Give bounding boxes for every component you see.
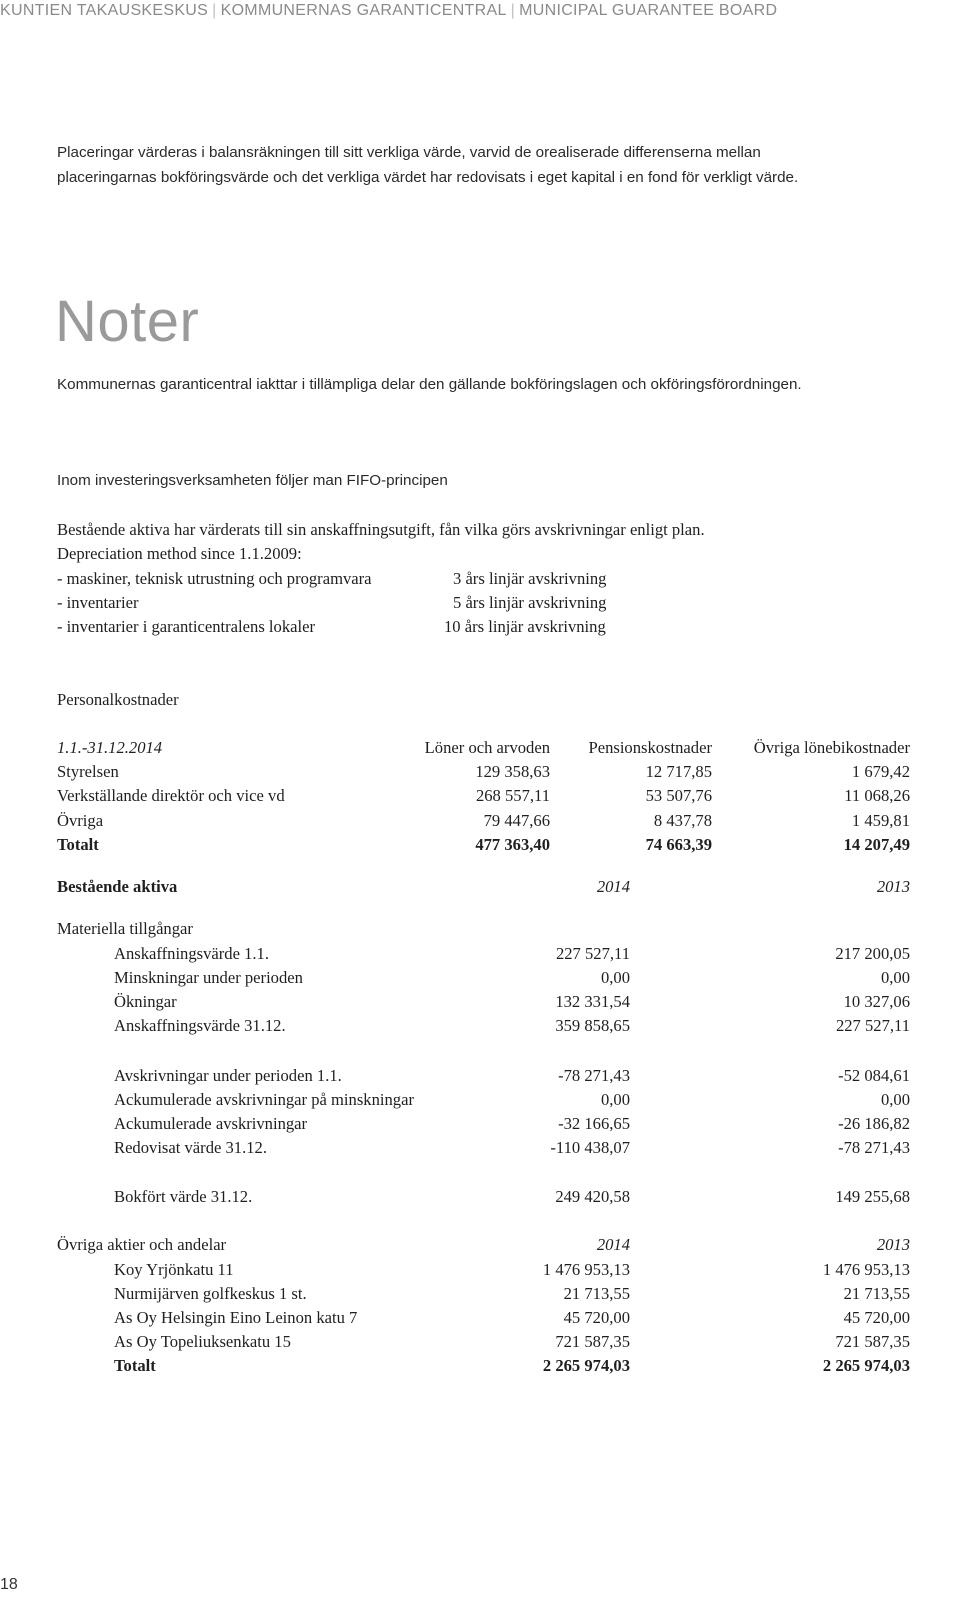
table-row-label: As Oy Helsingin Eino Leinon katu 7	[114, 1308, 358, 1327]
table-cell: 132 331,54	[555, 992, 630, 1011]
table-row-label: Ackumulerade avskrivningar	[114, 1114, 308, 1133]
table-cell: 45 720,00	[563, 1308, 630, 1327]
table-row-label: Styrelsen	[57, 762, 119, 781]
fixed-assets-subheading: Materiella tillgångar	[57, 919, 193, 938]
table-row-label: Anskaffningsvärde 31.12.	[114, 1016, 286, 1035]
table-cell: 129 358,63	[475, 762, 550, 781]
table-row-label: Övriga	[57, 811, 104, 830]
header-part-2: KOMMUNERNAS GARANTICENTRAL	[220, 2, 507, 19]
table-cell: 268 557,11	[475, 786, 550, 805]
column-header: Pensionskostnader	[588, 738, 712, 757]
table-row-label: Koy Yrjönkatu 11	[114, 1260, 234, 1279]
header-part-1: KUNTIEN TAKAUSKESKUS	[0, 2, 209, 19]
depreciation-item-label: - inventarier i garanticentralens lokaler	[57, 617, 315, 636]
column-header: Löner och arvoden	[424, 738, 550, 757]
table-cell: 149 255,68	[835, 1187, 910, 1206]
table-cell: -110 438,07	[550, 1138, 630, 1157]
table-row-label: Redovisat värde 31.12.	[114, 1138, 267, 1157]
placement-line-1: Placeringar värderas i balansräkningen till sitt verkliga värde, varvid de orealiserade differenserna mellan	[57, 144, 761, 161]
placement-line-3: Inom investeringsverksamheten följer man FIFO-principen	[57, 472, 448, 489]
column-header: Övriga lönebikostnader	[753, 738, 910, 757]
page-title: Noter	[55, 289, 200, 354]
depreciation-line-1: Bestående aktiva har värderats till sin anskaffningsutgift, fån vilka görs avskrivningar enligt plan.	[57, 520, 705, 539]
table-cell: 1 679,42	[851, 762, 910, 781]
table-row-label: Ackumulerade avskrivningar på minskningar	[114, 1090, 414, 1109]
depreciation-item-value: 10 års linjär avskrivning	[444, 617, 606, 636]
table-row-label: Avskrivningar under perioden 1.1.	[114, 1066, 342, 1085]
depreciation-item-value: 5 års linjär avskrivning	[453, 593, 607, 612]
table-row-label: Anskaffningsvärde 1.1.	[114, 944, 269, 963]
table-cell: 2 265 974,03	[822, 1356, 910, 1375]
personnel-period: 1.1.-31.12.2014	[57, 738, 163, 757]
table-row-label: Nurmijärven golfkeskus 1 st.	[114, 1284, 307, 1303]
depreciation-item-label: - inventarier	[57, 593, 139, 612]
table-row-label: Verkställande direktör och vice vd	[57, 786, 285, 805]
page-number: 18	[0, 1576, 18, 1593]
table-cell: 8 437,78	[653, 811, 712, 830]
table-cell: 477 363,40	[475, 835, 550, 854]
table-cell: 21 713,55	[843, 1284, 910, 1303]
table-cell: 217 200,05	[835, 944, 910, 963]
year-header: 2014	[596, 1235, 630, 1254]
year-header: 2013	[876, 877, 910, 896]
table-cell: 0,00	[880, 1090, 910, 1109]
header-separator-1: |	[212, 2, 217, 19]
table-row-label: Totalt	[57, 835, 99, 854]
table-cell: 721 587,35	[555, 1332, 630, 1351]
table-cell: 74 663,39	[645, 835, 712, 854]
personnel-heading: Personalkostnader	[57, 690, 179, 709]
table-cell: -32 166,65	[558, 1114, 630, 1133]
table-cell: 721 587,35	[835, 1332, 910, 1351]
table-row-label: Totalt	[114, 1356, 156, 1375]
table-cell: 249 420,58	[555, 1187, 630, 1206]
table-cell: 11 068,26	[844, 786, 910, 805]
table-cell: 1 459,81	[851, 811, 910, 830]
table-cell: 1 476 953,13	[822, 1260, 910, 1279]
table-cell: -78 271,43	[558, 1066, 630, 1085]
table-cell: 12 717,85	[645, 762, 712, 781]
table-cell: 53 507,76	[645, 786, 712, 805]
table-cell: 10 327,06	[843, 992, 910, 1011]
table-cell: 0,00	[880, 968, 910, 987]
running-header	[0, 2, 777, 20]
year-header: 2013	[876, 1235, 910, 1254]
depreciation-item-value: 3 års linjär avskrivning	[453, 569, 607, 588]
table-cell: 227 527,11	[555, 944, 630, 963]
table-row-label: Minskningar under perioden	[114, 968, 303, 987]
shares-heading: Övriga aktier och andelar	[57, 1235, 227, 1254]
year-header: 2014	[596, 877, 630, 896]
fixed-assets-heading: Bestående aktiva	[57, 877, 178, 896]
depreciation-line-2: Depreciation method since 1.1.2009:	[57, 544, 302, 563]
table-cell: 45 720,00	[843, 1308, 910, 1327]
intro-text: Kommunernas garanticentral iakttar i tillämpliga delar den gällande bokföringslagen och okföringsförordningen.	[57, 376, 802, 393]
table-row-label: As Oy Topeliuksenkatu 15	[114, 1332, 291, 1351]
table-cell: 2 265 974,03	[542, 1356, 630, 1375]
depreciation-item-label: - maskiner, teknisk utrustning och programvara	[57, 569, 372, 588]
table-cell: -26 186,82	[838, 1114, 910, 1133]
table-cell: 21 713,55	[563, 1284, 630, 1303]
table-cell: 0,00	[600, 968, 630, 987]
placement-line-2: placeringarnas bokföringsvärde och det verkliga värdet har redovisats i eget kapital i en fond för verkligt värde.	[57, 169, 799, 186]
table-cell: -78 271,43	[838, 1138, 910, 1157]
table-cell: 359 858,65	[555, 1016, 630, 1035]
table-cell: 1 476 953,13	[542, 1260, 630, 1279]
table-cell: 14 207,49	[843, 835, 910, 854]
header-separator-2: |	[510, 2, 516, 19]
table-cell: -52 084,61	[838, 1066, 910, 1085]
table-row-label: Ökningar	[114, 992, 177, 1011]
header-part-3: MUNICIPAL GUARANTEE BOARD	[519, 2, 778, 19]
table-cell: 227 527,11	[835, 1016, 910, 1035]
table-cell: 79 447,66	[483, 811, 550, 830]
table-row-label: Bokfört värde 31.12.	[114, 1187, 253, 1206]
table-cell: 0,00	[600, 1090, 630, 1109]
